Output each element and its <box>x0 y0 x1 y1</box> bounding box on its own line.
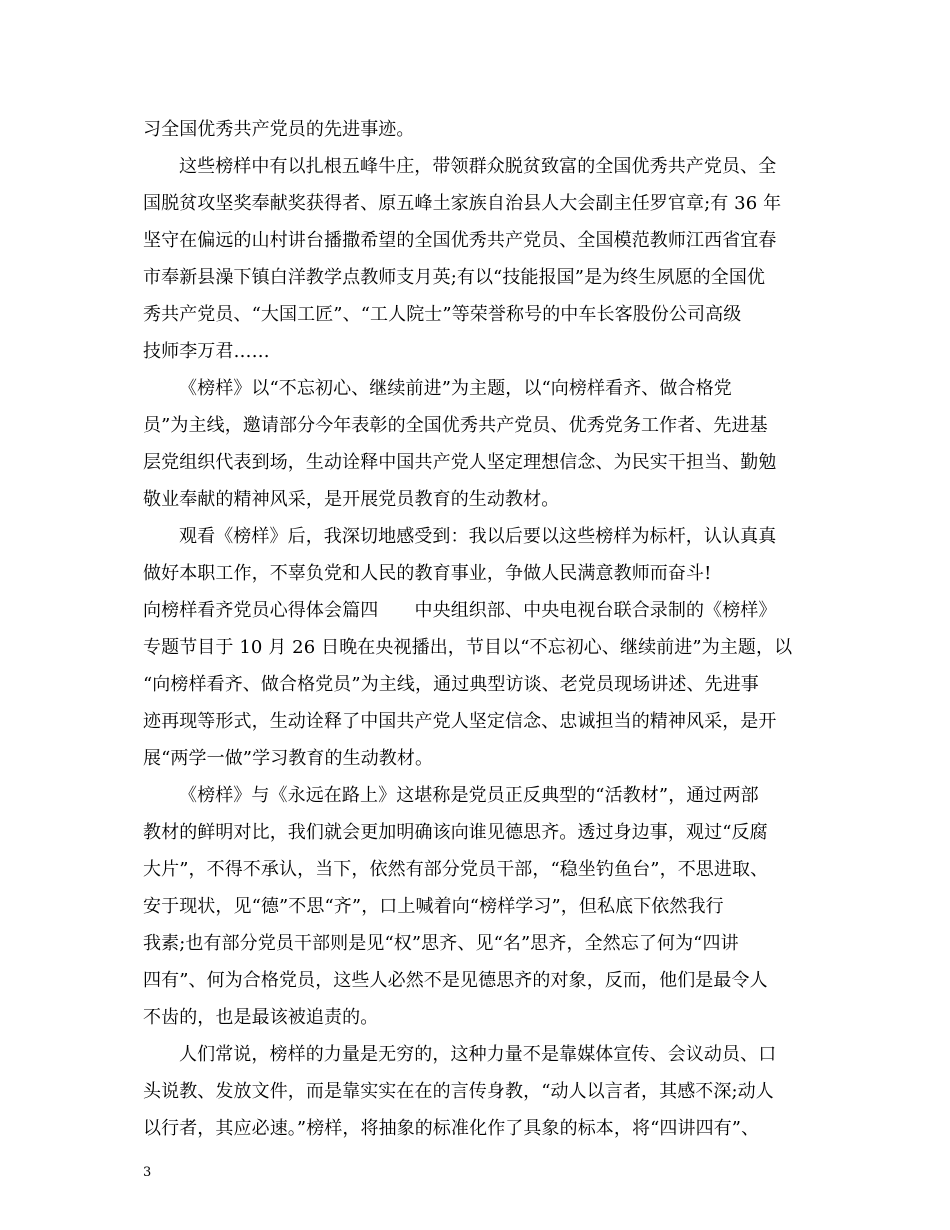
text-line: 市奉新县澡下镇白洋教学点教师支月英;有以“技能报国”是为终生夙愿的全国优 <box>143 267 766 288</box>
text-line: 做好本职工作，不辜负党和人民的教育事业，争做人民满意教师而奋斗! <box>143 563 712 584</box>
text-line: 《榜样》以“不忘初心、继续前进”为主题，以“向榜样看齐、做合格党 <box>179 378 732 399</box>
text-line: 技师李万君…… <box>143 341 270 362</box>
section-heading-line: 向榜样看齐党员心得体会篇四 中央组织部、中央电视台联合录制的《榜样》 <box>143 600 777 621</box>
text-line: 四有”、何为合格党员，这些人必然不是见德思齐的对象，反而，他们是最令人 <box>143 970 768 991</box>
text-line: 秀共产党员、“大国工匠”、“工人院士”等荣誉称号的中车长客股份公司高级 <box>143 304 742 325</box>
text-line: 安于现状，见“德”不思“齐”，口上喊着向“榜样学习”，但私底下依然我行 <box>143 896 724 917</box>
text-line: 层党组织代表到场，生动诠释中国共产党人坚定理想信念、为民实干担当、勤勉 <box>143 452 777 473</box>
text-line: 观看《榜样》后，我深切地感受到：我以后要以这些榜样为标杆，认认真真 <box>179 526 777 547</box>
text-line: 员”为主线，邀请部分今年表彰的全国优秀共产党员、优秀党务工作者、先进基 <box>143 415 768 436</box>
text-line: 这些榜样中有以扎根五峰牛庄，带领群众脱贫致富的全国优秀共产党员、全 <box>179 156 777 177</box>
text-line: 大片”，不得不承认，当下，依然有部分党员干部，“稳坐钓鱼台”，不思进取、 <box>143 859 769 880</box>
text-line: 不齿的，也是最该被追责的。 <box>143 1007 379 1028</box>
text-line: 教材的鲜明对比，我们就会更加明确该向谁见德思齐。透过身边事，观过“反腐 <box>143 822 768 843</box>
text-line: 人们常说，榜样的力量是无穷的，这种力量不是靠媒体宣传、会议动员、口 <box>179 1044 777 1065</box>
text-line: 《榜样》与《永远在路上》这堪称是党员正反典型的“活教材”，通过两部 <box>179 785 759 806</box>
text-line: 坚守在偏远的山村讲台播撒希望的全国优秀共产党员、全国模范教师江西省宜春 <box>143 230 777 251</box>
text-line: 敬业奉献的精神风采，是开展党员教育的生动教材。 <box>143 489 560 510</box>
text-line: 以行者，其应必速。”榜样，将抽象的标准化作了具象的标本，将“四讲四有”、 <box>143 1118 760 1139</box>
text-line: 迹再现等形式，生动诠释了中国共产党人坚定信念、忠诚担当的精神风采，是开 <box>143 711 777 732</box>
text-line: 展“两学一做”学习教育的生动教材。 <box>143 748 434 769</box>
page-number: 3 <box>143 1165 152 1180</box>
body-text <box>143 111 823 1147</box>
text-line: 头说教、发放文件，而是靠实实在在的言传身教，“动人以言者，其感不深;动人 <box>143 1081 774 1102</box>
text-line: 专题节目于 10 月 26 日晚在央视播出，节目以“不忘初心、继续前进”为主题，以 <box>143 637 793 658</box>
text-line: 习全国优秀共产党员的先进事迹。 <box>143 119 415 140</box>
text-line: “向榜样看齐、做合格党员”为主线，通过典型访谈、老党员现场讲述、先进事 <box>143 674 759 695</box>
text-line: 我素;也有部分党员干部则是见“权”思齐、见“名”思齐，全然忘了何为“四讲 <box>143 933 739 954</box>
text-line: 国脱贫攻坚奖奉献奖获得者、原五峰土家族自治县人大会副主任罗官章;有 36 年 <box>143 193 782 214</box>
